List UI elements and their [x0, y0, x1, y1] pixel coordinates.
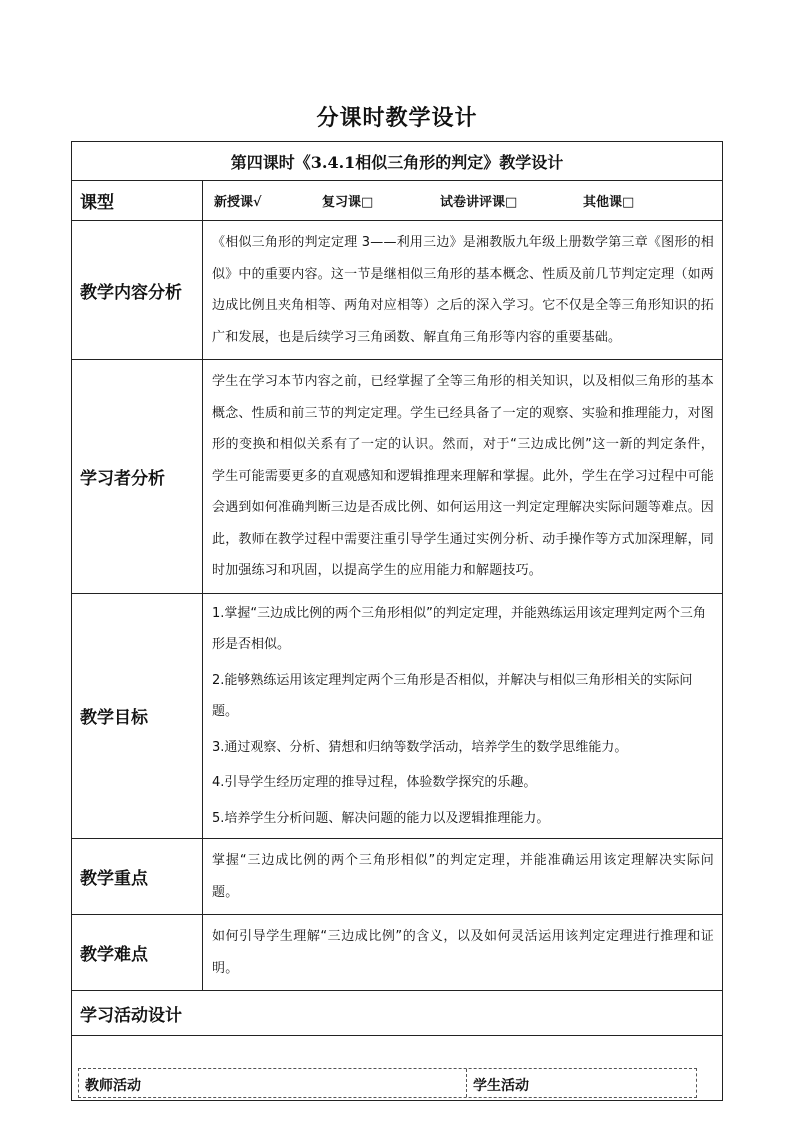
content-analysis-row	[72, 221, 723, 360]
objective-item: 2.能够熟练运用该定理判定两个三角形是否相似，并解决与相似三角形相关的实际问题。	[212, 672, 693, 719]
teacher-activity-header: 教师活动	[85, 1078, 141, 1094]
lesson-type-option-review: 复习课□	[322, 195, 374, 210]
content-analysis-text	[203, 221, 723, 360]
difficulties-row	[72, 915, 723, 991]
lesson-plan-table	[71, 141, 723, 1101]
difficulties-text	[203, 915, 723, 991]
lesson-type-options	[203, 181, 723, 221]
learner-analysis-row	[72, 360, 723, 594]
page-title: 分课时教学设计	[316, 106, 478, 131]
lesson-title: 第四课时《3.4.1相似三角形的判定》教学设计	[72, 142, 723, 181]
objective-item: 3.通过观察、分析、猜想和归纳等数学活动，培养学生的数学思维能力。	[212, 739, 628, 755]
objective-item: 5.培养学生分析问题、解决问题的能力以及逻辑推理能力。	[212, 810, 550, 826]
lesson-title-row	[72, 142, 723, 181]
activities-header-row	[72, 991, 723, 1036]
lesson-type-option-new: 新授课√	[214, 195, 262, 210]
student-activity-header: 学生活动	[473, 1078, 529, 1094]
activities-table	[78, 1068, 697, 1098]
objectives-row	[72, 593, 723, 839]
activities-header: 学习活动设计	[72, 991, 723, 1036]
objective-item: 4.引导学生经历定理的推导过程，体验数学探究的乐趣。	[212, 775, 537, 790]
objective-item: 1.掌握“三边成比例的两个三角形相似”的判定定理，并能熟练运用该定理判定两个三角形是否相似。	[212, 605, 706, 652]
lesson-type-label: 课型	[72, 181, 203, 221]
lesson-type-row	[72, 181, 723, 221]
difficulties-paragraph: 如何引导学生理解“三边成比例”的含义，以及如何灵活运用该判定定理进行推理和证明。	[212, 929, 715, 976]
column-divider	[466, 1069, 467, 1097]
lesson-type-option-exam-review: 试卷讲评课□	[440, 195, 518, 210]
learner-analysis-paragraph: 学生在学习本节内容之前，已经掌握了全等三角形的相关知识，以及相似三角形的基本概念、性质和前三节的判定定理。学生已经具备了一定的观察、实验和推理能力，对图形的变换和相似关系有了一定的认识。然而，对于“三边成比例”这一新的判定条件，学生可能需要更多的直观感知和逻辑推理来理解和掌握。此外，学生在学习过程中可能会遇到如何准确判断三边是否成比例、如何运用这一判定定理解决实际问题等难点。因此，教师在教学过程中需要注重引导学生通过实例分析、动手操作等方式加深理解，同时加强练习和巩固，以提高学生的应用能力和解题技巧。	[212, 374, 715, 578]
key-points-text	[203, 839, 723, 915]
learner-analysis-label: 学习者分析	[72, 360, 203, 594]
objectives-list	[203, 593, 723, 839]
key-points-label: 教学重点	[72, 839, 203, 915]
learner-analysis-text	[203, 360, 723, 594]
key-points-row	[72, 839, 723, 915]
content-analysis-label: 教学内容分析	[72, 221, 203, 360]
difficulties-label: 教学难点	[72, 915, 203, 991]
activities-area	[72, 1036, 723, 1101]
objectives-label: 教学目标	[72, 593, 203, 839]
content-analysis-paragraph: 《相似三角形的判定定理 3——利用三边》是湘教版九年级上册数学第三章《图形的相似》中的重要内容。这一节是继相似三角形的基本概念、性质及前几节判定定理（如两边成比例且夹角相等、两角对应相等）之后的深入学习。它不仅是全等三角形知识的拓广和发展，也是后续学习三角函数、解直角三角形等内容的重要基础。	[212, 235, 715, 345]
lesson-type-option-other: 其他课□	[583, 195, 635, 210]
activities-area-row	[72, 1036, 723, 1101]
key-points-paragraph: 掌握“三边成比例的两个三角形相似”的判定定理，并能准确运用该定理解决实际问题。	[212, 853, 715, 900]
